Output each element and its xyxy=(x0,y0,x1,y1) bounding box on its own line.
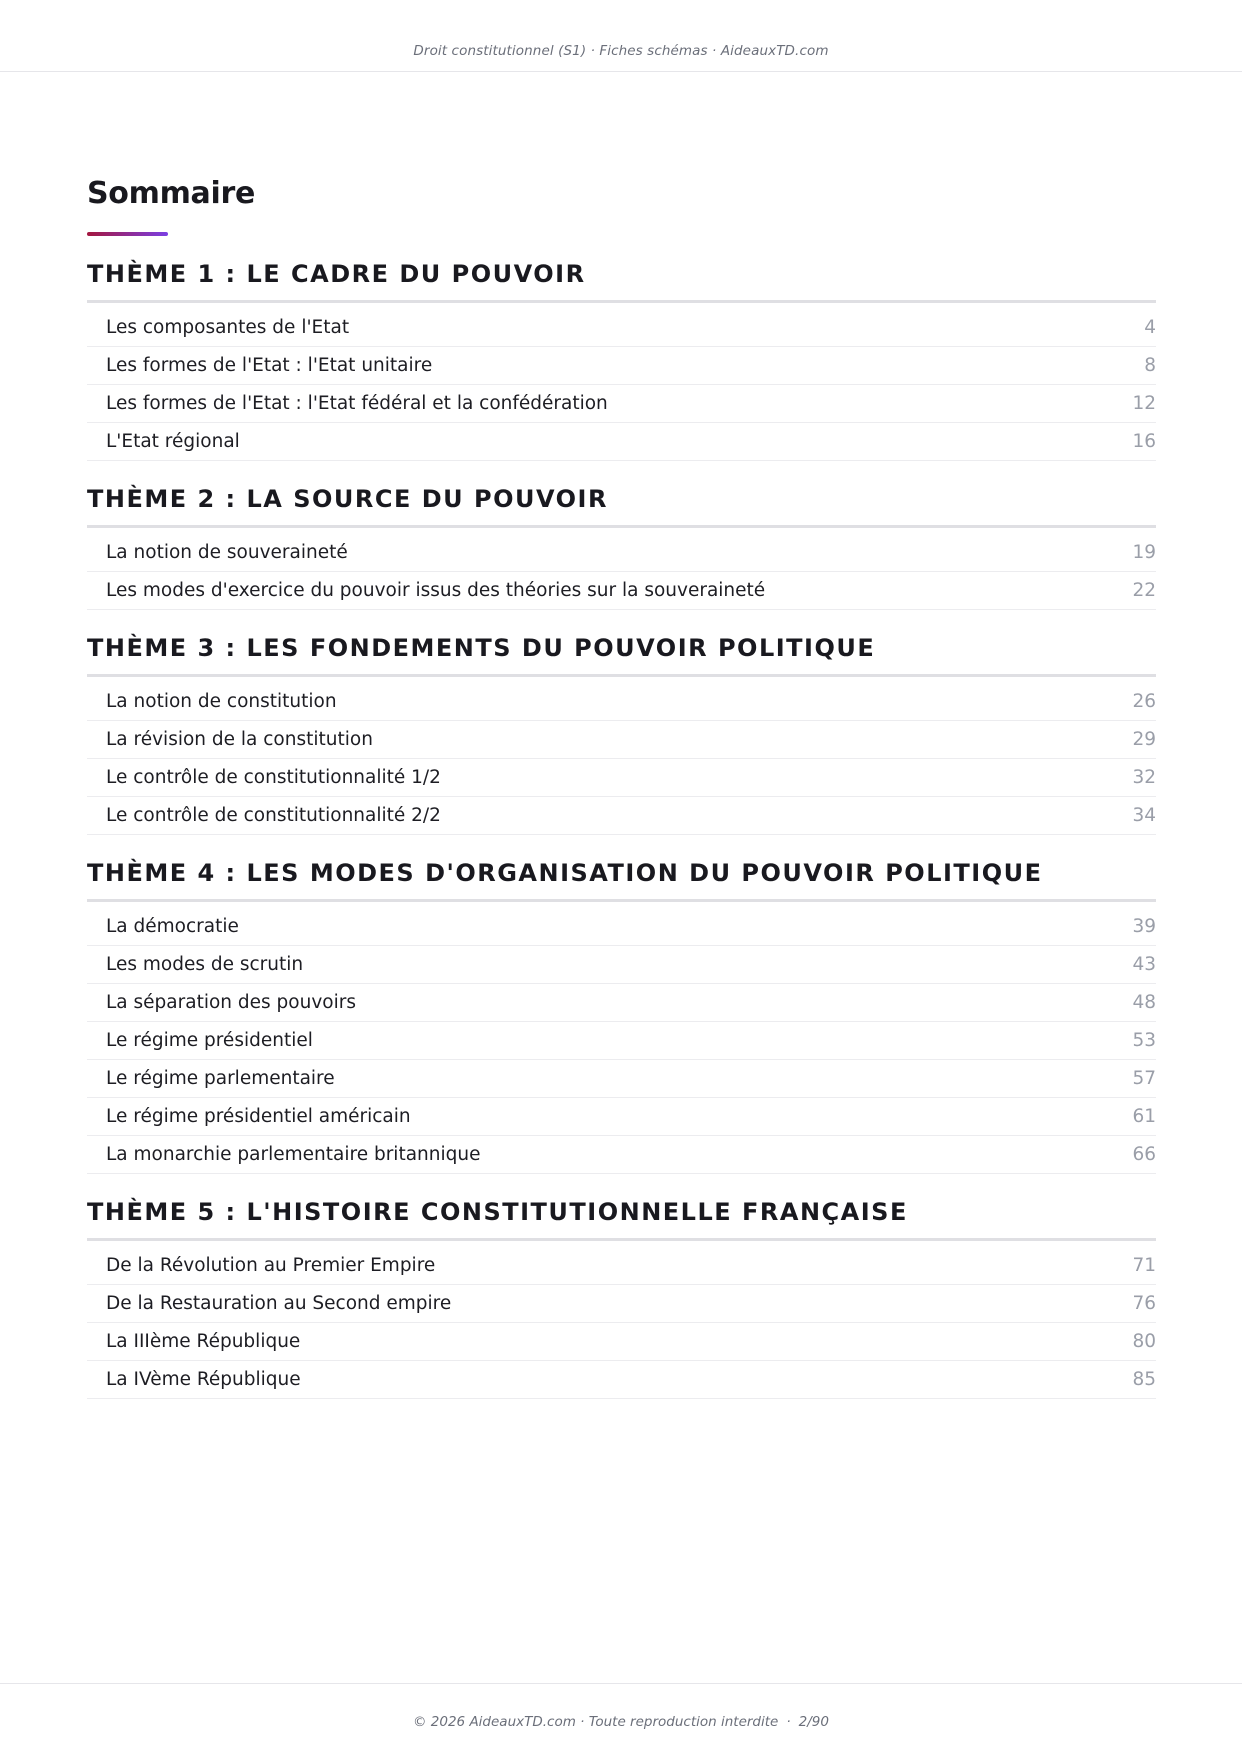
entry-title: La monarchie parlementaire britannique xyxy=(106,1144,481,1165)
entry-title: Le contrôle de constitutionnalité 2/2 xyxy=(106,805,441,826)
entry-page-number: 48 xyxy=(1132,992,1156,1013)
toc-section xyxy=(87,483,1156,610)
entry-title: La IVème République xyxy=(106,1369,301,1390)
header-text: Droit constitutionnel (S1) · Fiches schémas · AideauxTD.com xyxy=(413,43,829,59)
toc-entry[interactable] xyxy=(87,1022,1156,1060)
toc-entry[interactable] xyxy=(87,534,1156,572)
toc-entry[interactable] xyxy=(87,759,1156,797)
entry-page-number: 12 xyxy=(1132,393,1156,414)
toc-entry[interactable] xyxy=(87,1136,1156,1174)
toc-entry-list xyxy=(87,1247,1156,1399)
page-footer xyxy=(0,1683,1242,1754)
toc-entry[interactable] xyxy=(87,385,1156,423)
entry-title: La séparation des pouvoirs xyxy=(106,992,356,1013)
toc-entry[interactable] xyxy=(87,1098,1156,1136)
toc-entry[interactable] xyxy=(87,423,1156,461)
entry-page-number: 43 xyxy=(1132,954,1156,975)
toc-entry[interactable] xyxy=(87,347,1156,385)
toc-entry-list xyxy=(87,908,1156,1174)
entry-page-number: 61 xyxy=(1132,1106,1156,1127)
entry-title: Les modes d'exercice du pouvoir issus des théories sur la souveraineté xyxy=(106,580,766,601)
page-header xyxy=(0,0,1242,72)
title-accent-bar xyxy=(87,232,168,236)
entry-page-number: 22 xyxy=(1132,580,1156,601)
entry-page-number: 57 xyxy=(1132,1068,1156,1089)
entry-title: La IIIème République xyxy=(106,1331,301,1352)
entry-page-number: 29 xyxy=(1132,729,1156,750)
entry-title: La révision de la constitution xyxy=(106,729,373,750)
section-heading: THÈME 2 : LA SOURCE DU POUVOIR xyxy=(87,483,1156,528)
toc-entry[interactable] xyxy=(87,946,1156,984)
section-heading: THÈME 3 : LES FONDEMENTS DU POUVOIR POLITIQUE xyxy=(87,632,1156,677)
section-heading: THÈME 5 : L'HISTOIRE CONSTITUTIONNELLE FRANÇAISE xyxy=(87,1196,1156,1241)
toc-entry[interactable] xyxy=(87,572,1156,610)
entry-page-number: 19 xyxy=(1132,542,1156,563)
entry-page-number: 16 xyxy=(1132,431,1156,452)
toc-entry[interactable] xyxy=(87,309,1156,347)
toc-entry-list xyxy=(87,534,1156,610)
entry-page-number: 39 xyxy=(1132,916,1156,937)
entry-page-number: 53 xyxy=(1132,1030,1156,1051)
entry-title: La démocratie xyxy=(106,916,239,937)
entry-title: Le contrôle de constitutionnalité 1/2 xyxy=(106,767,441,788)
toc-entry[interactable] xyxy=(87,1285,1156,1323)
footer-copyright: © 2026 AideauxTD.com · Toute reproduction interdite xyxy=(413,1714,779,1730)
page-indicator: 2/90 xyxy=(798,1714,829,1730)
entry-title: Le régime parlementaire xyxy=(106,1068,335,1089)
toc-entry[interactable] xyxy=(87,1247,1156,1285)
toc-title: Sommaire xyxy=(87,176,256,211)
entry-title: Le régime présidentiel xyxy=(106,1030,313,1051)
entry-page-number: 71 xyxy=(1132,1255,1156,1276)
toc-section xyxy=(87,632,1156,835)
toc-section xyxy=(87,857,1156,1174)
entry-title: De la Révolution au Premier Empire xyxy=(106,1255,436,1276)
toc-entry[interactable] xyxy=(87,984,1156,1022)
entry-title: Les modes de scrutin xyxy=(106,954,304,975)
entry-title: Les formes de l'Etat : l'Etat unitaire xyxy=(106,355,433,376)
entry-title: L'Etat régional xyxy=(106,431,240,452)
table-of-contents xyxy=(87,172,1156,1399)
toc-entry[interactable] xyxy=(87,1323,1156,1361)
toc-entry[interactable] xyxy=(87,721,1156,759)
footer-separator: · xyxy=(786,1714,791,1730)
toc-entry-list xyxy=(87,683,1156,835)
toc-entry[interactable] xyxy=(87,1060,1156,1098)
toc-entry[interactable] xyxy=(87,683,1156,721)
entry-title: La notion de constitution xyxy=(106,691,337,712)
toc-entry[interactable] xyxy=(87,908,1156,946)
toc-entry[interactable] xyxy=(87,797,1156,835)
toc-entry-list xyxy=(87,309,1156,461)
entry-title: La notion de souveraineté xyxy=(106,542,348,563)
entry-page-number: 8 xyxy=(1144,355,1156,376)
entry-title: De la Restauration au Second empire xyxy=(106,1293,452,1314)
entry-page-number: 85 xyxy=(1132,1369,1156,1390)
entry-page-number: 80 xyxy=(1132,1331,1156,1352)
entry-page-number: 4 xyxy=(1144,317,1156,338)
entry-page-number: 66 xyxy=(1132,1144,1156,1165)
entry-page-number: 32 xyxy=(1132,767,1156,788)
section-heading: THÈME 4 : LES MODES D'ORGANISATION DU POUVOIR POLITIQUE xyxy=(87,857,1156,902)
entry-page-number: 26 xyxy=(1132,691,1156,712)
entry-title: Les formes de l'Etat : l'Etat fédéral et la confédération xyxy=(106,393,608,414)
section-heading: THÈME 1 : LE CADRE DU POUVOIR xyxy=(87,258,1156,303)
toc-section xyxy=(87,258,1156,461)
toc-entry[interactable] xyxy=(87,1361,1156,1399)
entry-page-number: 76 xyxy=(1132,1293,1156,1314)
toc-section xyxy=(87,1196,1156,1399)
entry-title: Les composantes de l'Etat xyxy=(106,317,350,338)
entry-page-number: 34 xyxy=(1132,805,1156,826)
toc-sections xyxy=(87,258,1156,1399)
entry-title: Le régime présidentiel américain xyxy=(106,1106,411,1127)
